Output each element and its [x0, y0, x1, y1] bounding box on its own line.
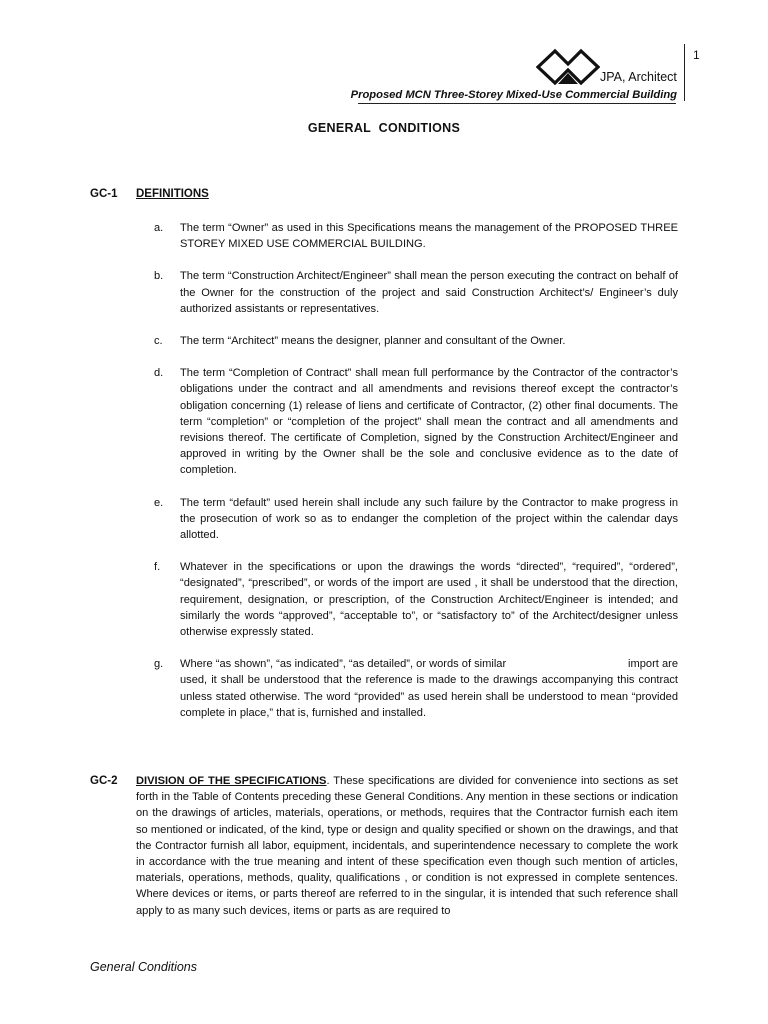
item-text: Whatever in the specifications or upon the drawings the words “directed”, “required”, “ordered”, “designated”, “prescribed”, or words of the import are used , it shall be understood that the direction, requirement, designation, or prescription, of the Construction Architect/Engineer is intended; and similarly the words “approved”, “acceptable to”, or “satisfactory to” of the Architect/designer unless otherwise expressly stated.	[180, 561, 678, 639]
item-marker: f.	[154, 561, 161, 574]
section-code-gc1: GC-1	[90, 188, 118, 200]
item-text: The term “Construction Architect/Engineer” shall mean the person executing the contract on behalf of the Owner for the construction of the project and said Construction Architect’s/ Engineer’s duly authorized assistants or representatives.	[180, 270, 678, 315]
section-heading-division: DIVISION OF THE SPECIFICATIONS	[136, 775, 327, 787]
list-item	[154, 333, 678, 349]
header-divider	[684, 44, 685, 101]
item-marker: b.	[154, 270, 164, 283]
item-marker: c.	[154, 335, 163, 348]
item-text-end: import are	[628, 658, 678, 671]
list-item	[154, 220, 678, 252]
item-text: The term “Architect” means the designer, planner and consultant of the Owner.	[180, 335, 566, 348]
item-text: The term “Completion of Contract” shall mean full performance by the Contractor of the contractor’s obligations under the contract and all amendments and revisions thereof except the contractor’s obligation concerning (1) release of liens and certificate of Contractor, (2) other final documents. The term “completion” or “completion of the project” shall mean the contract and all amendments and revisions thereof. The certificate of Completion, signed by the Construction Architect/Engineer and approved in writing by the Owner shall be the sole and conclusive evidence as to the date of completion.	[180, 367, 678, 477]
definitions-list	[154, 220, 678, 721]
list-item	[154, 559, 678, 640]
item-text: The term “Owner” as used in this Specifications means the management of the PROPOSED THREE STOREY MIXED USE COMMERCIAL BUILDING.	[180, 222, 678, 251]
page-number: 1	[693, 48, 700, 62]
section-code-gc2: GC-2	[90, 775, 118, 787]
section-heading-definitions: DEFINITIONS	[136, 188, 209, 200]
list-item	[154, 656, 678, 721]
item-text: The term “default” used herein shall include any such failure by the Contractor to make progress in the prosecution of work so as to endanger the completion of the project within the calendar days allotted.	[180, 496, 678, 542]
item-marker: d.	[154, 367, 164, 380]
item-text	[180, 656, 678, 721]
jpa-logo-icon	[536, 48, 600, 86]
list-item	[154, 495, 678, 544]
project-title: Proposed MCN Three-Storey Mixed-Use Commercial Building	[350, 89, 677, 101]
item-text-start: Where “as shown”, “as indicated”, “as detailed”, or words of similar	[180, 658, 507, 671]
header-rule	[358, 103, 676, 104]
firm-name: JPA, Architect	[600, 70, 677, 84]
gc2-paragraph	[136, 773, 678, 919]
footer-label: General Conditions	[90, 960, 198, 974]
gc2-body: . These specifications are divided for convenience into sections as set forth in the Table of Contents preceding these General Conditions. Any mention in these sections or indication on the drawings of articles, materials, operations, or methods, requires that the Contractor furnish each item so mentioned or indicated, of the kind, type or design and quality specified or shown on the drawings, and that the Contractor furnish all labor, equipment, incidentals, and superintendence necessary to complete the work in accordance with the true meaning and intent of these specification even though such mention of articles, materials, operations, methods, quality, qualifications , or condition is not expressed in complete sentences. Where devices or items, or parts thereof are referred to in the singular, it is intended that such reference shall apply to as many such devices, items or parts as are required to	[136, 775, 678, 917]
list-item	[154, 365, 678, 478]
item-text-rest: used, it shall be understood that the reference is made to the drawings accompanying this contract unless stated otherwise. The word “provided” as used herein shall be understood to mean “provided complete in place,” that is, furnished and installed.	[180, 674, 678, 719]
item-marker: g.	[154, 658, 164, 671]
list-item	[154, 268, 678, 317]
page-title: GENERAL CONDITIONS	[307, 121, 461, 135]
item-marker: e.	[154, 496, 164, 509]
item-marker: a.	[154, 222, 164, 234]
